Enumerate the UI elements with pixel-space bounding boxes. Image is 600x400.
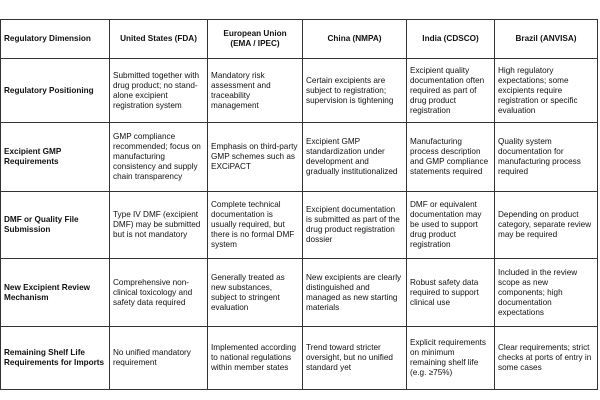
- table-cell: GMP compliance recommended; focus on manufacturing consistency and supply chain transparency: [110, 123, 208, 192]
- table-row: [1, 259, 598, 327]
- row-header-excipient-gmp: Excipient GMP Requirements: [1, 123, 110, 192]
- regulatory-comparison-table-wrapper: [0, 19, 597, 390]
- table-cell: DMF or equivalent documentation may be used to support drug product registration: [407, 192, 495, 259]
- table-cell: Type IV DMF (excipient DMF) may be submitted but is not mandatory: [110, 192, 208, 259]
- table-cell: New excipients are clearly distinguished and managed as new starting materials: [303, 259, 407, 327]
- row-header-new-excipient-review: New Excipient Review Mechanism: [1, 259, 110, 327]
- table-cell: Emphasis on third-party GMP schemes such as EXCiPACT: [208, 123, 303, 192]
- regulatory-comparison-table: [0, 19, 598, 390]
- table-cell: Implemented according to national regulations within member states: [208, 327, 303, 390]
- table-cell: Robust safety data required to support clinical use: [407, 259, 495, 327]
- table-cell: Trend toward stricter oversight, but no unified standard yet: [303, 327, 407, 390]
- header-european-union: [208, 20, 303, 59]
- row-header-dmf-quality-file: DMF or Quality File Submission: [1, 192, 110, 259]
- header-brazil: Brazil (ANVISA): [495, 20, 598, 59]
- table-row: [1, 59, 598, 123]
- header-india: India (CDSCO): [407, 20, 495, 59]
- table-cell: No unified mandatory requirement: [110, 327, 208, 390]
- table-cell: Quality system documentation for manufacturing process required: [495, 123, 598, 192]
- header-china: China (NMPA): [303, 20, 407, 59]
- header-row: [1, 20, 598, 59]
- header-united-states: United States (FDA): [110, 20, 208, 59]
- table-cell: Submitted together with drug product; no stand-alone excipient registration system: [110, 59, 208, 123]
- table-cell: Complete technical documentation is usually required, but there is no formal DMF system: [208, 192, 303, 259]
- table-cell: High regulatory expectations; some excipients require registration or specific evaluation: [495, 59, 598, 123]
- table-cell: Included in the review scope as new components; high documentation expectations: [495, 259, 598, 327]
- header-regulatory-dimension: Regulatory Dimension: [1, 20, 110, 59]
- table-cell: Clear requirements; strict checks at ports of entry in some cases: [495, 327, 598, 390]
- header-european-union-text: European Union (EMA / IPEC): [223, 29, 287, 48]
- table-row: [1, 192, 598, 259]
- table-cell: Explicit requirements on minimum remaining shelf life (e.g. ≥75%): [407, 327, 495, 390]
- table-cell: Manufacturing process description and GMP compliance statements required: [407, 123, 495, 192]
- table-cell: Certain excipients are subject to registration; supervision is tightening: [303, 59, 407, 123]
- table-cell: Mandatory risk assessment and traceability management: [208, 59, 303, 123]
- table-cell: Excipient documentation is submitted as part of the drug product registration dossier: [303, 192, 407, 259]
- table-cell: Excipient quality documentation often required as part of drug product registration: [407, 59, 495, 123]
- table-cell: Depending on product category, separate review may be required: [495, 192, 598, 259]
- table-cell: Comprehensive non-clinical toxicology and safety data required: [110, 259, 208, 327]
- row-header-regulatory-positioning: Regulatory Positioning: [1, 59, 110, 123]
- table-cell: Generally treated as new substances, subject to stringent evaluation: [208, 259, 303, 327]
- table-cell: Excipient GMP standardization under development and gradually institutionalized: [303, 123, 407, 192]
- table-row: [1, 327, 598, 390]
- table-row: [1, 123, 598, 192]
- row-header-remaining-shelf-life: Remaining Shelf Life Requirements for Imports: [1, 327, 110, 390]
